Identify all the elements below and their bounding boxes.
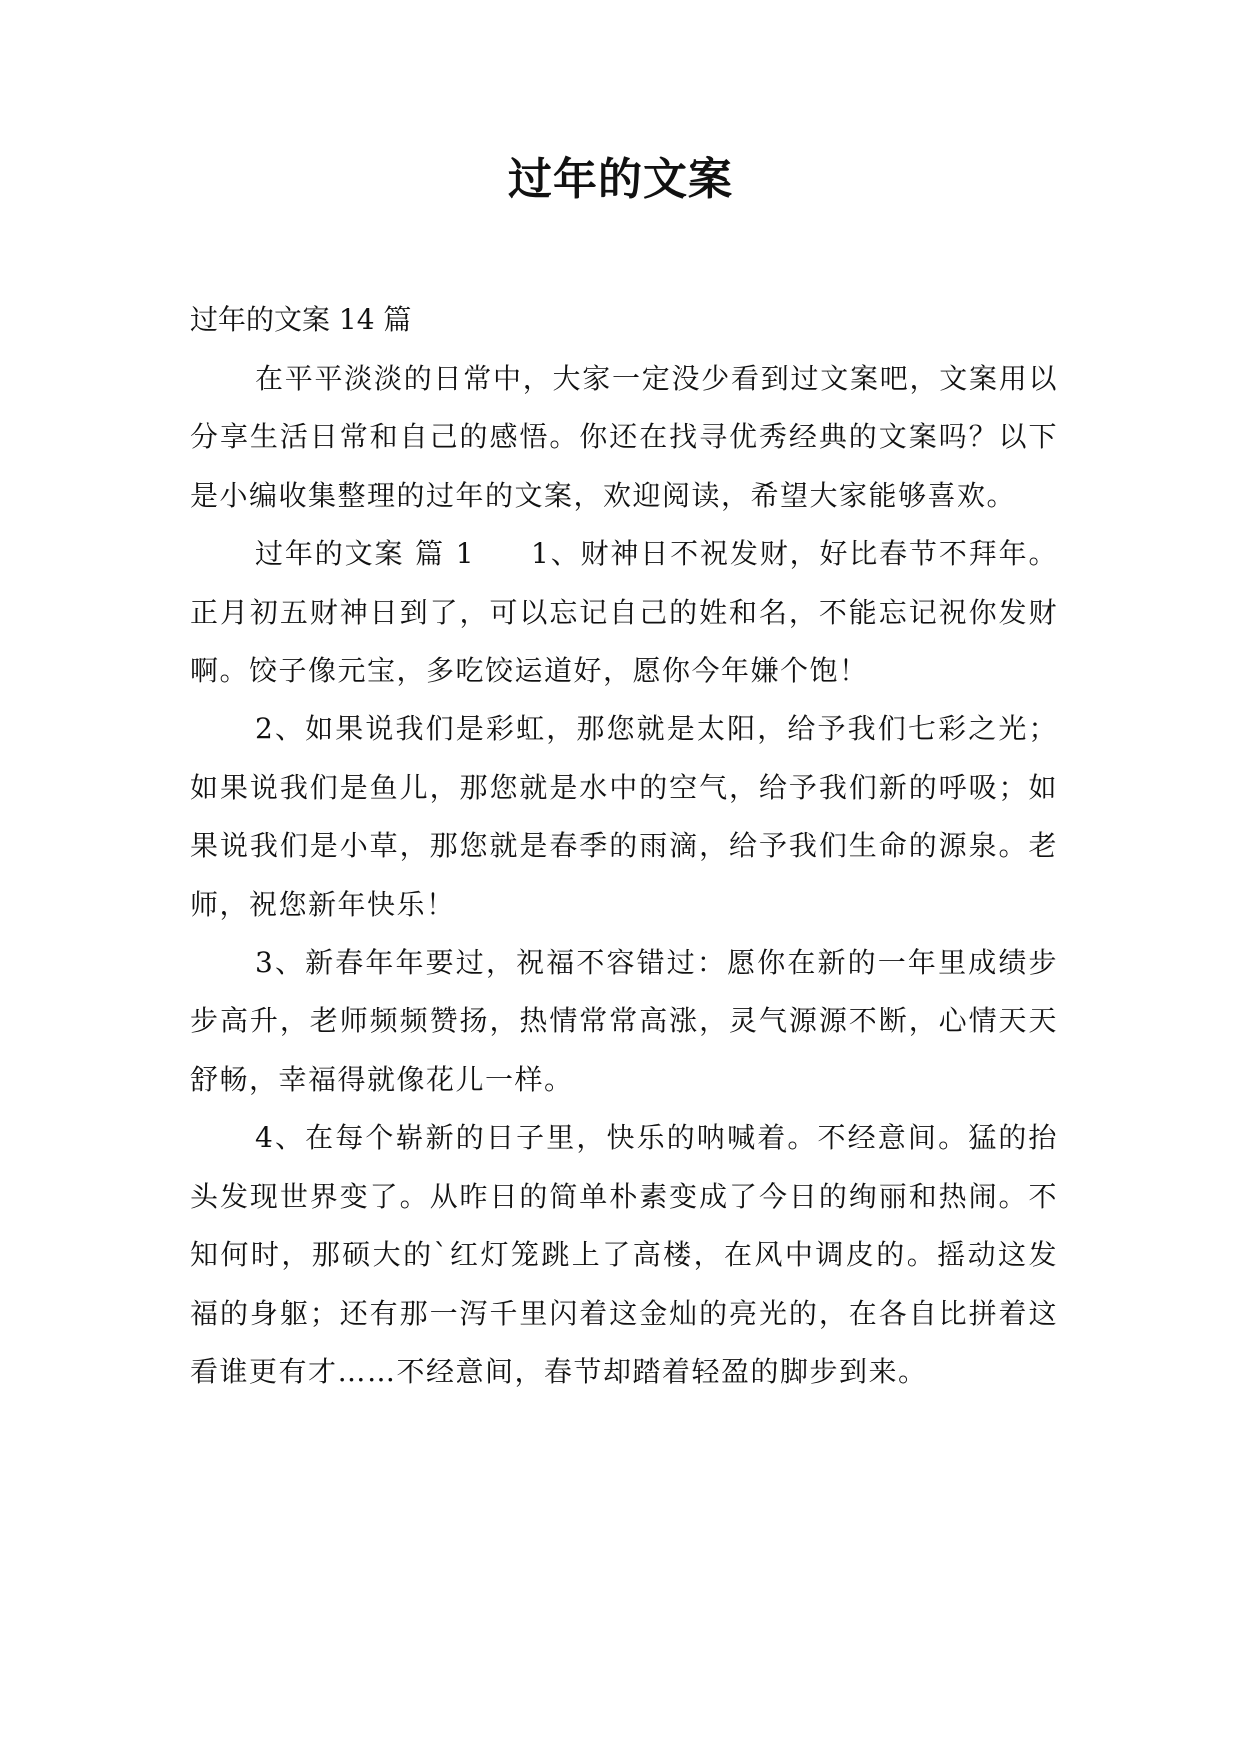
item-2-paragraph: 2、如果说我们是彩虹，那您就是太阳，给予我们七彩之光；如果说我们是鱼儿，那您就是水中的空气，给予我们新的呼吸；如果说我们是小草，那您就是春季的雨滴，给予我们生命的源泉。老师，祝您新年快乐！ — [190, 712, 1058, 921]
item-3-paragraph: 3、新春年年要过，祝福不容错过：愿你在新的一年里成绩步步高升，老师频频赞扬，热情常常高涨，灵气源源不断，心情天天舒畅，幸福得就像花儿一样。 — [190, 946, 1058, 1096]
section-1-heading: 过年的文案 篇 1 — [255, 537, 476, 571]
section-1-paragraph — [190, 525, 1058, 700]
intro-paragraph: 在平平淡淡的日常中，大家一定没少看到过文案吧，文案用以分享生活日常和自己的感悟。你还在找寻优秀经典的文案吗？以下是小编收集整理的过年的文案，欢迎阅读，希望大家能够喜欢。 — [190, 362, 1058, 512]
document-body — [190, 290, 1058, 1401]
document-title: 过年的文案 — [508, 154, 733, 205]
item-4-paragraph: 4、在每个崭新的日子里，快乐的呐喊着。不经意间。猛的抬头发现世界变了。从昨日的简单朴素变成了今日的绚丽和热闹。不知何时，那硕大的`红灯笼跳上了高楼，在风中调皮的。摇动这发福的身躯；还有那一泻千里闪着这金灿的亮光的，在各自比拼着这看谁更有才……不经意间，春节却踏着轻盈的脚步到来。 — [190, 1121, 1058, 1388]
section-1-text: 1、财神日不祝发财，好比春节不拜年。正月初五财神日到了，可以忘记自己的姓和名，不能忘记祝你发财啊。饺子像元宝，多吃饺运道好，愿你今年嫌个饱！ — [190, 537, 1058, 688]
document-subtitle: 过年的文案 14 篇 — [190, 303, 412, 336]
